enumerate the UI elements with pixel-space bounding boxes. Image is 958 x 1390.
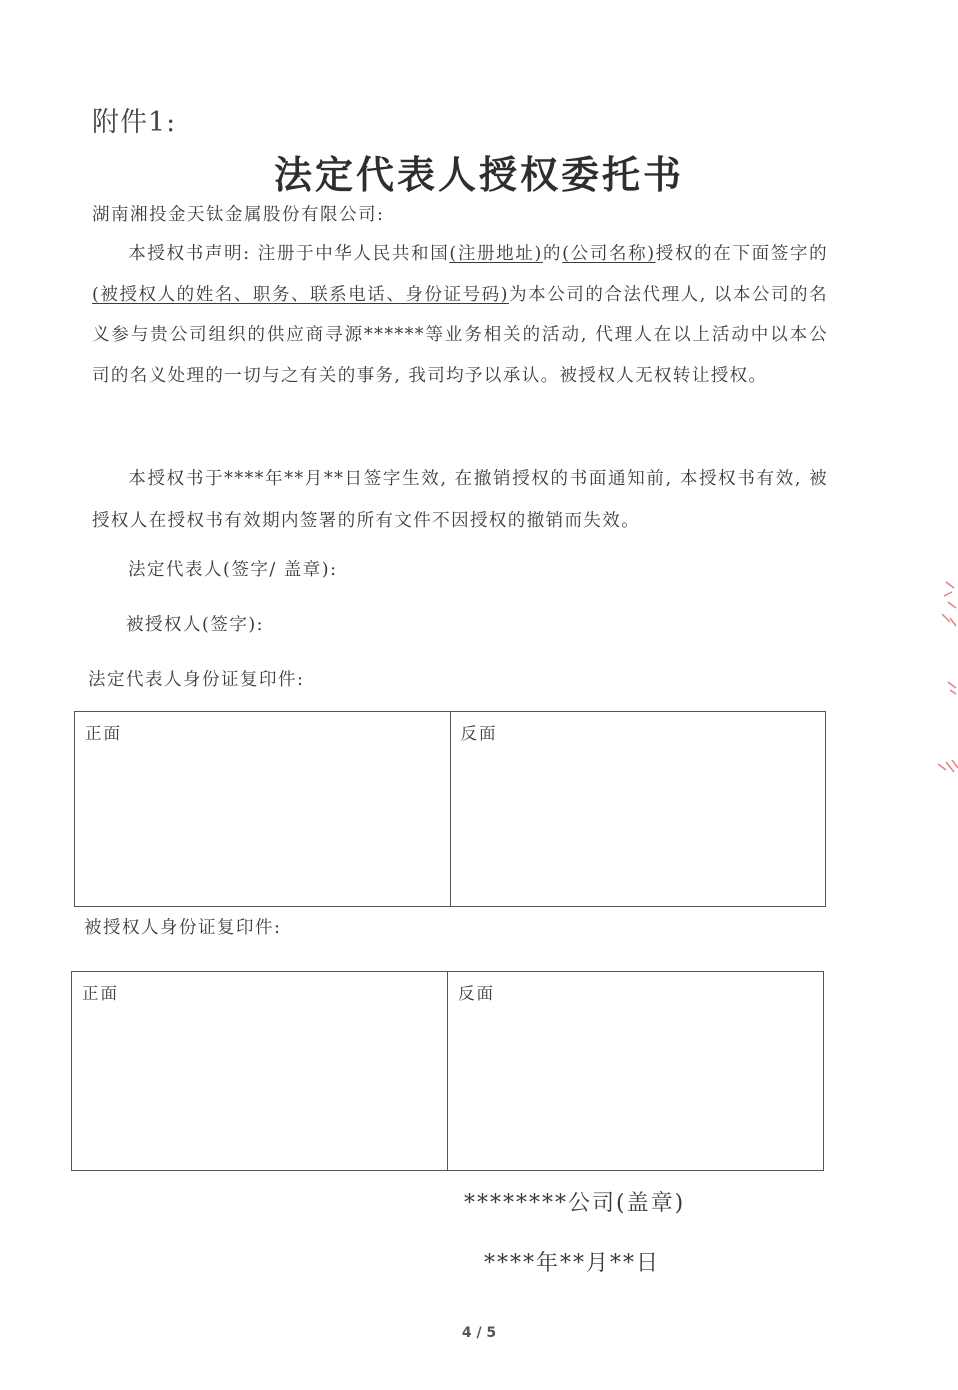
registered-address-blank: (注册地址) (449, 244, 543, 264)
front-label: 正面 (85, 724, 122, 743)
authorized-id-front (72, 972, 447, 1170)
page-number: 4 / 5 (461, 1325, 497, 1341)
partial-red-seal-mark (932, 578, 958, 788)
authorized-signature-line: 被授权人(签字): (126, 615, 265, 635)
declaration-text-4: 为本公司的合法代理人, 以本公司的名义参与贵公司组织的供应商寻源******等业务相关的活动, 代理人在以上活动中以本公司的名义处理的一切与之有关的事务, 我司均予以承认。被授权人无权转让授权。 (92, 284, 828, 386)
company-seal-line: ********公司(盖章) (464, 1191, 686, 1216)
attachment-label: 附件1: (92, 107, 177, 138)
authorized-id-box (71, 971, 824, 1171)
authorized-id-label: 被授权人身份证复印件: (84, 918, 282, 938)
declaration-paragraph (92, 234, 828, 396)
legal-rep-id-back (450, 712, 826, 906)
company-name-blank: (公司名称) (562, 244, 656, 264)
document-title: 法定代表人授权委托书 (273, 153, 684, 197)
declaration-text-2: 的 (542, 244, 563, 264)
validity-paragraph (92, 458, 828, 542)
back-label: 反面 (458, 984, 495, 1003)
validity-text: 本授权书于****年**月**日签字生效, 在撤销授权的书面通知前, 本授权书有效, 被授权人在授权书有效期内签署的所有文件不因授权的撤销而失效。 (92, 469, 828, 531)
front-label: 正面 (82, 984, 119, 1003)
back-label: 反面 (460, 724, 498, 743)
authorized-id-back (447, 972, 823, 1170)
legal-rep-signature-line: 法定代表人(签字/ 盖章): (128, 560, 338, 580)
declaration-text-3: 授权的在下面签字的 (655, 244, 828, 264)
legal-rep-id-label: 法定代表人身份证复印件: (88, 670, 305, 690)
legal-rep-id-front (75, 712, 450, 906)
addressee: 湖南湘投金天钛金属股份有限公司: (92, 205, 385, 225)
declaration-text-1: 本授权书声明: 注册于中华人民共和国 (128, 244, 450, 264)
date-line: ****年**月**日 (484, 1251, 661, 1276)
authorized-person-info-blank: (被授权人的姓名、职务、联系电话、身份证号码) (92, 284, 509, 305)
legal-rep-id-box (74, 711, 826, 907)
